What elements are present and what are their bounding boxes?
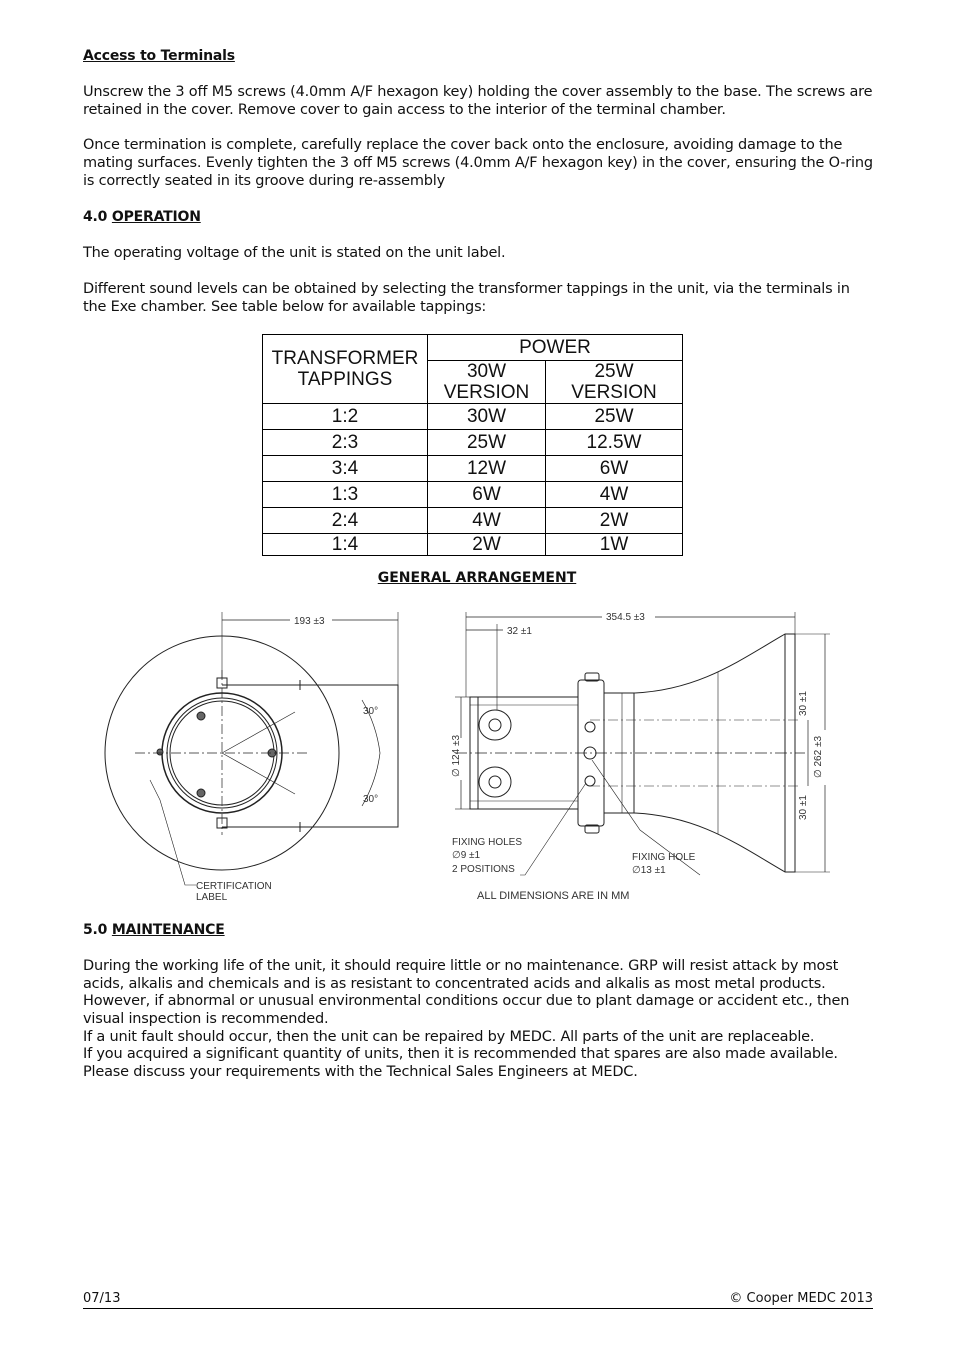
maintenance-title: MAINTENANCE (111, 922, 225, 938)
fixing-hole-line1: FIXING HOLE (632, 852, 696, 863)
operation-number: 4.0 (83, 209, 108, 225)
tap-cell: 1:2 (263, 404, 428, 430)
entry-gland-bottom (479, 767, 511, 797)
angle-top-label: 30° (363, 706, 379, 717)
cover-screw (197, 712, 205, 720)
access-paragraph-1: Unscrew the 3 off M5 screws (4.0mm A/F hexagon key) holding the cover assembly to the base. The screws are retained in the cover. Remove cover to gain access to the interior of the terminal chamber. (83, 84, 873, 118)
maintenance-heading (83, 921, 873, 939)
maintenance-paragraph-3: If a unit fault should occur, then the unit can be repaired by MEDC. All parts of the unit are replaceable. (83, 1029, 815, 1045)
entry-gland-top (479, 710, 511, 740)
power-25w-cell: 4W (546, 482, 683, 508)
cover-screw (197, 789, 205, 797)
power-30w-cell: 30W (428, 404, 546, 430)
dim-32-label: 32 ±1 (507, 626, 532, 637)
tap-cell: 2:4 (263, 508, 428, 534)
cert-label-line1: CERTIFICATION (196, 881, 272, 892)
operation-title: OPERATION (111, 209, 201, 225)
tappings-table (262, 334, 683, 556)
fixing-hole-line2: ∅13 ±1 (632, 865, 666, 876)
footer-date: 07/13 (83, 1291, 121, 1306)
dim-30-bottom-label: 30 ±1 (798, 795, 809, 820)
fixing-holes-line3: 2 POSITIONS (452, 864, 515, 875)
dim-30-top-label: 30 ±1 (798, 691, 809, 716)
header-30w-version: 30W VERSION (428, 361, 546, 404)
power-25w-cell: 1W (546, 534, 683, 556)
maintenance-paragraph-1: During the working life of the unit, it should require little or no maintenance. GRP will resist attack by most acids, alkalis and chemicals and is as resistant to concentrated acids and alkalis as most metal products. (83, 958, 839, 992)
power-30w-cell: 4W (428, 508, 546, 534)
header-25w-version: 25W VERSION (546, 361, 683, 404)
footer-copyright: © Cooper MEDC 2013 (729, 1291, 873, 1306)
power-25w-cell: 6W (546, 456, 683, 482)
table-row (263, 534, 683, 556)
power-25w-cell: 25W (546, 404, 683, 430)
operation-paragraph-2: Different sound levels can be obtained by selecting the transformer tappings in the unit, via the terminals in the Exe chamber. See table below for available tappings: (83, 281, 850, 315)
power-25w-cell: 2W (546, 508, 683, 534)
power-25w-cell: 12.5W (546, 430, 683, 456)
table-row (263, 482, 683, 508)
maintenance-paragraph-2: However, if abnormal or unusual environmental conditions occur due to plant damage or accident etc., then visual inspection is recommended. (83, 993, 850, 1027)
access-heading: Access to Terminals (83, 48, 235, 64)
fixing-hole-top (585, 722, 595, 732)
fixing-holes-line1: FIXING HOLES (452, 837, 523, 848)
table-row (263, 508, 683, 534)
tap-cell: 2:3 (263, 430, 428, 456)
dim-262-label: ∅ 262 ±3 (813, 735, 824, 778)
header-tappings: TRANSFORMER TAPPINGS (263, 335, 428, 404)
maintenance-paragraph-4: If you acquired a significant quantity of units, then it is recommended that spares are also made available. (83, 1046, 838, 1062)
operation-paragraph-1: The operating voltage of the unit is stated on the unit label. (83, 245, 506, 261)
power-30w-cell: 2W (428, 534, 546, 556)
power-30w-cell: 25W (428, 430, 546, 456)
tap-cell: 3:4 (263, 456, 428, 482)
angle-bottom-label: 30° (363, 794, 379, 805)
cert-label-line2: LABEL (196, 892, 228, 903)
footer-rule (83, 1308, 873, 1309)
general-arrangement-drawing (0, 600, 954, 910)
maintenance-number: 5.0 (83, 922, 108, 938)
dim-193-label: 193 ±3 (294, 616, 325, 627)
header-power: POWER (428, 335, 683, 361)
tap-cell: 1:3 (263, 482, 428, 508)
dim-354-label: 354.5 ±3 (606, 612, 645, 623)
operation-heading (83, 208, 873, 226)
power-30w-cell: 12W (428, 456, 546, 482)
fixing-holes-line2: ∅9 ±1 (452, 850, 481, 861)
general-arrangement-title: GENERAL ARRANGEMENT (377, 570, 577, 586)
front-view (105, 612, 398, 885)
table-row (263, 430, 683, 456)
tap-cell: 1:4 (263, 534, 428, 556)
table-row (263, 456, 683, 482)
fixing-hole-bottom (585, 776, 595, 786)
units-note: ALL DIMENSIONS ARE IN MM (477, 890, 630, 902)
side-view (455, 612, 830, 875)
maintenance-paragraph-5: Please discuss your requirements with the Technical Sales Engineers at MEDC. (83, 1064, 638, 1080)
dim-124-label: ∅ 124 ±3 (451, 734, 462, 777)
power-30w-cell: 6W (428, 482, 546, 508)
access-paragraph-2: Once termination is complete, carefully replace the cover back onto the enclosure, avoiding damage to the mating surfaces. Evenly tighten the 3 off M5 screws (4.0mm A/F hexagon key) in the cover, ensuring the O-ring is correctly seated in its groove during re-assembly (83, 137, 873, 189)
cover-screw (157, 749, 163, 755)
table-row (263, 404, 683, 430)
